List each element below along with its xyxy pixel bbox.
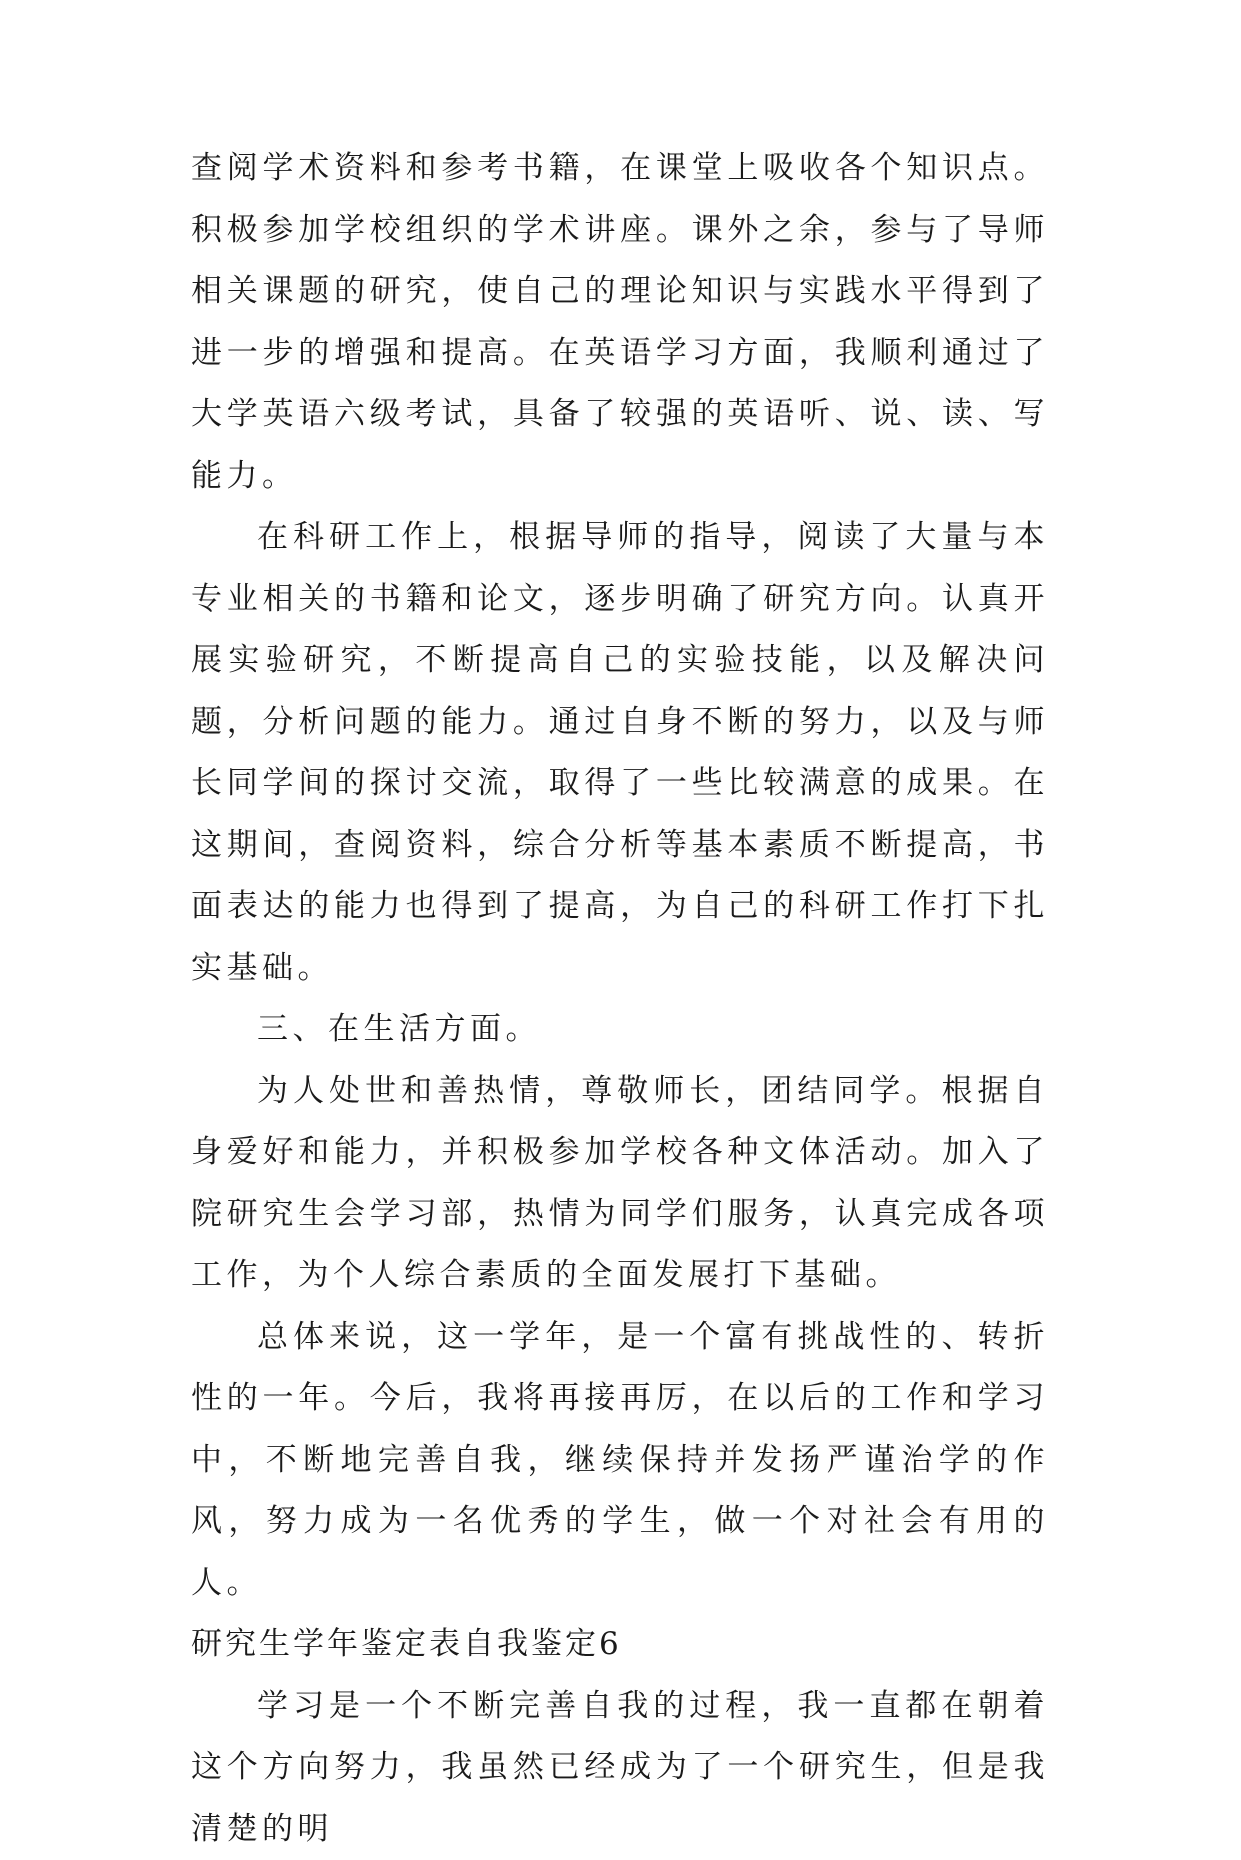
paragraph-study: 查阅学术资料和参考书籍，在课堂上吸收各个知识点。积极参加学校组织的学术讲座。课外之余，参与了导师相关课题的研究，使自己的理论知识与实践水平得到了进一步的增强和提高。在英语学习方面，我顺利通过了大学英语六级考试，具备了较强的英语听、说、读、写能力。 [191, 138, 1049, 507]
paragraph-intro: 学习是一个不断完善自我的过程，我一直都在朝着这个方向努力，我虽然已经成为了一个研究生，但是我清楚的明 [191, 1676, 1049, 1860]
paragraph-life: 为人处世和善热情，尊敬师长，团结同学。根据自身爱好和能力，并积极参加学校各种文体活动。加入了院研究生会学习部，热情为同学们服务，认真完成各项工作，为个人综合素质的全面发展打下基础。 [191, 1061, 1049, 1307]
paragraph-research: 在科研工作上，根据导师的指导，阅读了大量与本专业相关的书籍和论文，逐步明确了研究方向。认真开展实验研究，不断提高自己的实验技能，以及解决问题，分析问题的能力。通过自身不断的努力，以及与师长同学间的探讨交流，取得了一些比较满意的成果。在这期间，查阅资料，综合分析等基本素质不断提高，书面表达的能力也得到了提高，为自己的科研工作打下扎实基础。 [191, 507, 1049, 999]
document-page [191, 138, 1049, 1860]
paragraph-summary: 总体来说，这一学年，是一个富有挑战性的、转折性的一年。今后，我将再接再厉，在以后的工作和学习中，不断地完善自我，继续保持并发扬严谨治学的作风，努力成为一名优秀的学生，做一个对社会有用的人。 [191, 1307, 1049, 1615]
section-title: 研究生学年鉴定表自我鉴定6 [191, 1614, 1049, 1676]
subheading-life: 三、在生活方面。 [191, 999, 1049, 1061]
